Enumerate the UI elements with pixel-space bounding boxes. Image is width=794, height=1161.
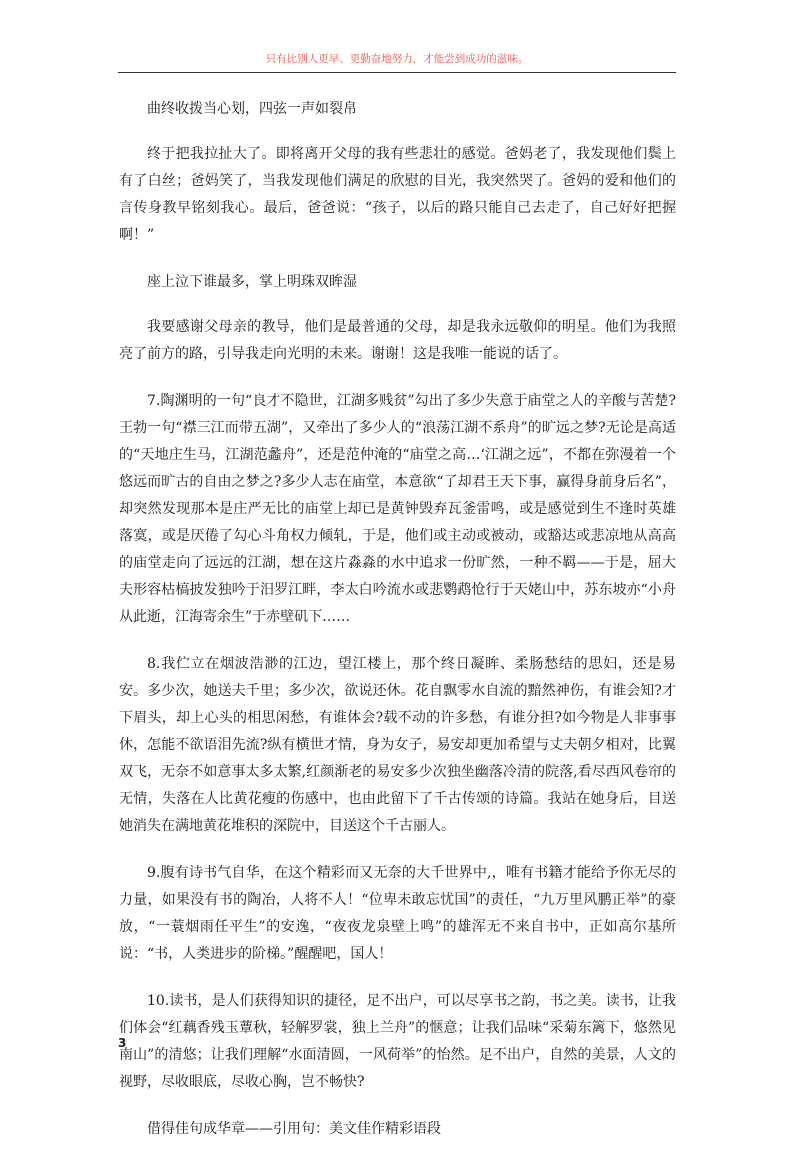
paragraph-7: 7.陶渊明的一句“良才不隐世，江湖多贱贫”勾出了多少失意于庙堂之人的辛酸与苦楚?王勃一句“襟三江而带五湖”，又牵出了多少人的“浪荡江湖不系舟”的旷远之梦?无论是高适的“天地庄生马，江湖范蠡舟”，还是范仲淹的“庙堂之高…‘江湖之远”，不都在弥漫着一个悠远而旷古的自由之梦之?多少人志在庙堂，本意欲“了却君王天下事，赢得身前身后名”，却突然发现那本是庄严无比的庙堂上却已是黄钟毁弃瓦釜雷鸣，或是感觉到生不逢时英雄落寞，或是厌倦了勾心斗角权力倾轧，于是，他们或主动或被动，或豁达或悲凉地从高高的庙堂走向了远远的江湖，想在这片淼淼的水中追求一份旷然，一种不羁——于是，屈大夫形容枯槁披发独吟于汨罗江畔，李太白吟流水或悲鹦鹉怆行于天姥山中，苏东坡亦“小舟从此逝，江海寄余生”于赤壁矶下…… xyxy=(119,393,676,625)
document-body xyxy=(119,96,676,1161)
paragraph-9: 9.腹有诗书气自华，在这个精彩而又无奈的大千世界中,，唯有书籍才能给予你无尽的力量，如果没有书的陶冶，人将不人！“位卑未敢忘忧国”的责任，“九万里风鹏正举”的豪放，“一蓑烟雨任平生”的安逸，“夜夜龙泉壁上鸣”的雄浑无不来自书中，正如高尔基所说：“书，人类进步的阶梯。”醒醒吧，国人！ xyxy=(119,865,676,962)
paragraph-section-heading: 借得佳句成华章——引用句：美文佳作精彩语段 xyxy=(147,1121,441,1137)
paragraph-gratitude: 我要感谢父母亲的教导，他们是最普通的父母，却是我永远敬仰的明星。他们为我照亮了前方的路，引导我走向光明的未来。谢谢！这是我唯一能说的话了。 xyxy=(119,319,676,362)
paragraph-verse-2: 座上泣下谁最多，掌上明珠双眸湿 xyxy=(147,274,357,290)
paragraph-10: 10.读书，是人们获得知识的捷径，足不出户，可以尽享书之韵，书之美。读书，让我们体会“红藕香残玉蕈秋，轻解罗裳，独上兰舟”的惬意；让我们品味“采菊东篱下，悠然见南山”的清悠；让我们理解“水面清圆，一风荷举”的怡然。足不出户，自然的美景，人文的视野，尽收眼底，尽收心胸，岂不畅快? xyxy=(119,993,676,1090)
paragraph-verse-1: 曲终收拨当心划，四弦一声如裂帛 xyxy=(147,101,357,117)
page-header xyxy=(118,48,676,73)
header-motto: 只有比别人更早、更勤奋地努力，才能尝到成功的滋味。 xyxy=(265,53,529,65)
paragraph-8: 8.我伫立在烟波浩渺的江边，望江楼上，那个终日凝眸、柔肠愁结的思妇，还是易安。多少次，她送夫千里；多少次，欲说还休。花自飘零水自流的黯然神伤，有谁会知?才下眉头，却上心头的相思闲愁，有谁体会?载不动的许多愁，有谁分担?如今物是人非事事休，怎能不欲语泪先流?纵有横世才情，身为女子，易安却更加希望与丈夫朝夕相对，比翼双飞，无奈不如意事太多太繁,红颜渐老的易安多少次独坐幽落冷清的院落,看尽西风卷帘的无情，失落在人比黄花瘦的伤感中，也由此留下了千古传颂的诗篇。我站在她身后，目送她消失在满地黄花堆积的深院中，目送这个千古丽人。 xyxy=(119,656,676,834)
paragraph-parents-farewell: 终于把我拉扯大了。即将离开父母的我有些悲壮的感觉。爸妈老了，我发现他们鬓上有了白丝；爸妈笑了，当我发现他们满足的欣慰的目光，我突然哭了。爸妈的爱和他们的言传身教早铭刻我心。最后，爸爸说：“孩子，以后的路只能自己去走了，自己好好把握啊！” xyxy=(119,146,676,243)
page-number: 3 xyxy=(118,1036,127,1050)
